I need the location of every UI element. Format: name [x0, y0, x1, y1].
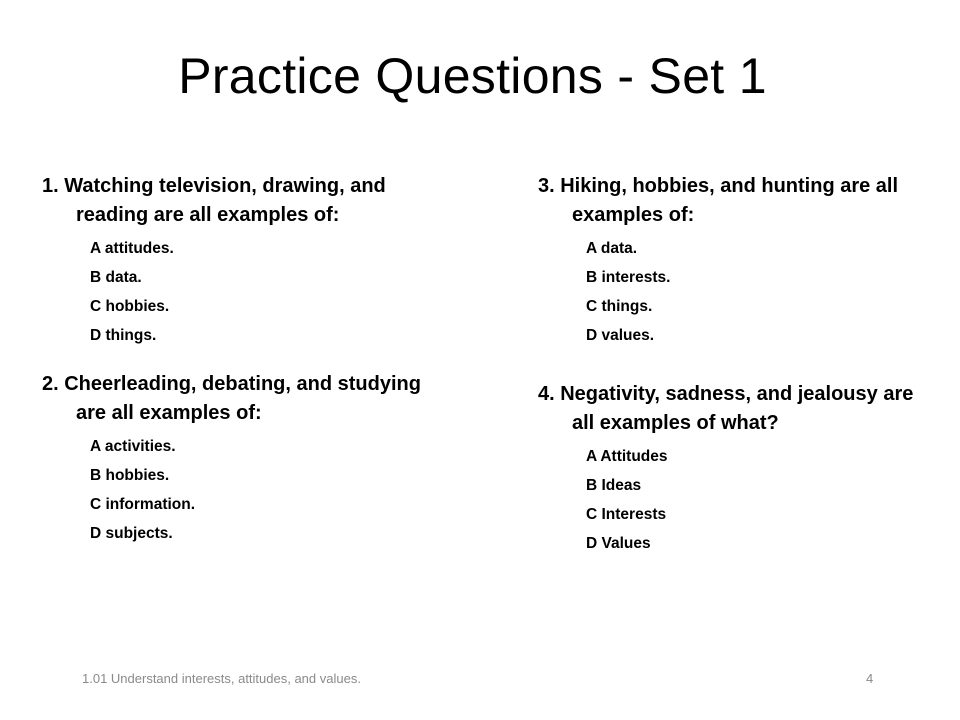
question-1-stem: 1. Watching television, drawing, and reading are all examples of:	[42, 175, 386, 226]
question-2-options	[42, 432, 422, 548]
question-4-options	[538, 442, 918, 558]
question-2-stem: 2. Cheerleading, debating, and studying are all examples of:	[42, 373, 421, 424]
page-number: 4	[866, 671, 874, 686]
left-column	[42, 172, 422, 548]
question-2-option-c: C information.	[90, 496, 196, 513]
question-4	[538, 380, 918, 558]
question-4-stem: 4. Negativity, sadness, and jealousy are all examples of what?	[538, 383, 914, 434]
question-4-option-a: A Attitudes	[586, 448, 668, 465]
question-1-option-a: A attitudes.	[90, 240, 174, 257]
question-2-option-b: B hobbies.	[90, 467, 170, 484]
question-2-option-a: A activities.	[90, 438, 176, 455]
question-4-option-b: B Ideas	[586, 477, 642, 494]
question-2-option-d: D subjects.	[90, 525, 173, 542]
question-1-option-b: B data.	[90, 269, 142, 286]
slide-title: Practice Questions - Set 1	[178, 48, 767, 104]
question-1-option-d: D things.	[90, 327, 157, 344]
question-1-option-c: C hobbies.	[90, 298, 170, 315]
question-3-option-d: D values.	[586, 327, 655, 344]
question-3-option-a: A data.	[586, 240, 638, 257]
question-3	[538, 172, 918, 350]
question-3-option-c: C things.	[586, 298, 653, 315]
question-1-options	[42, 234, 422, 350]
right-column	[538, 172, 918, 558]
question-3-option-b: B interests.	[586, 269, 671, 286]
question-3-stem: 3. Hiking, hobbies, and hunting are all examples of:	[538, 175, 899, 226]
question-1	[42, 172, 422, 350]
question-4-option-d: D Values	[586, 535, 651, 552]
slide-footer: 1.01 Understand interests, attitudes, and values.	[82, 671, 361, 686]
question-2	[42, 370, 422, 548]
question-4-option-c: C Interests	[586, 506, 667, 523]
question-3-options	[538, 234, 918, 350]
